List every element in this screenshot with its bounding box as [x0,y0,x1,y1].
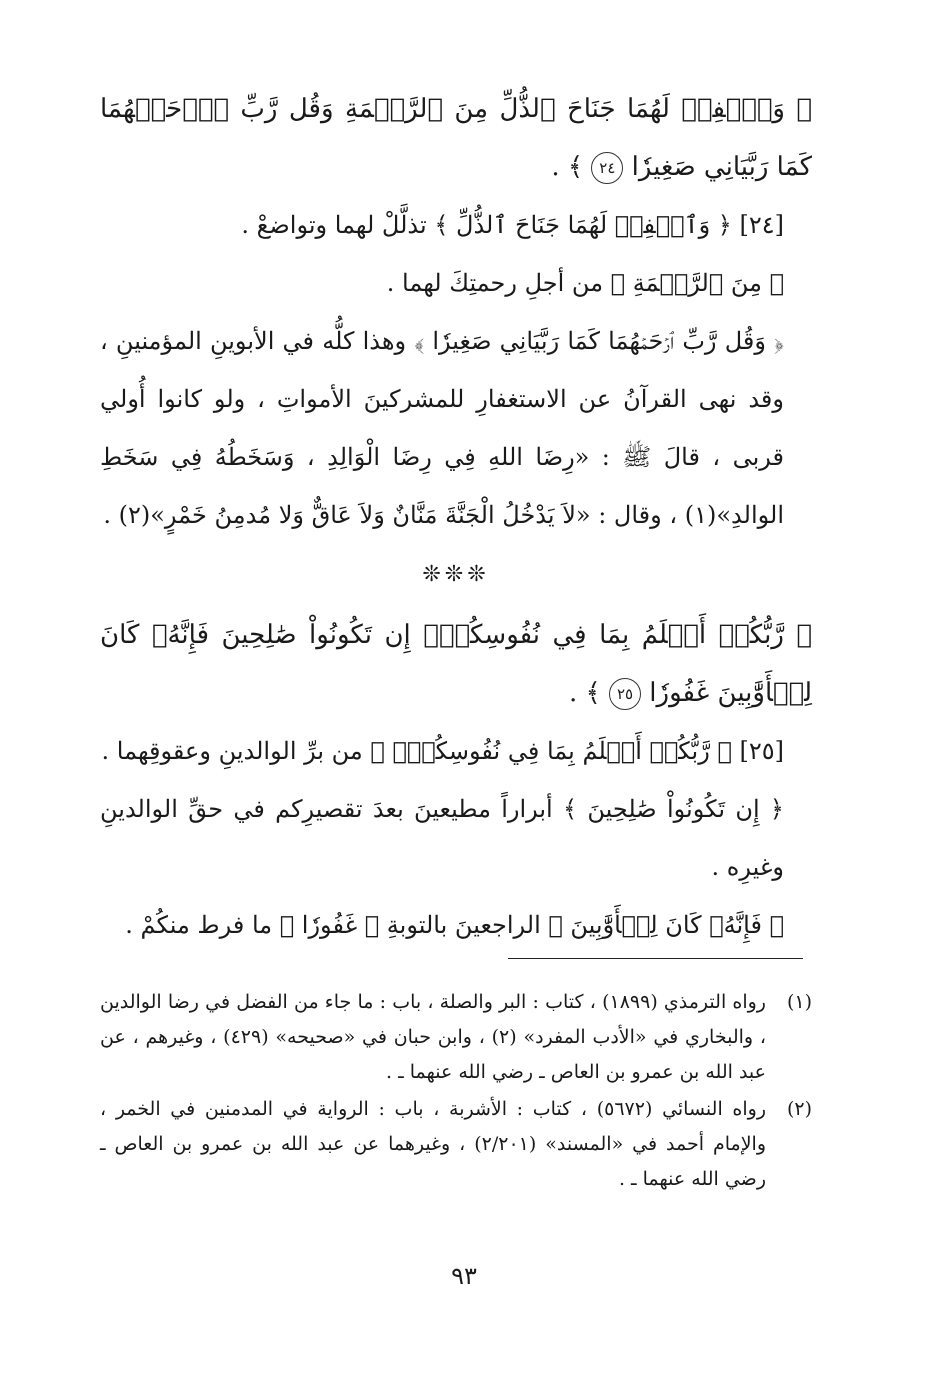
commentary-25-a: [٢٥] ﴿ رَّبُّكُمۡ أَعۡلَمُ بِمَا فِي نُفُوسِكُمۡۚ ﴾ من برِّ الوالدينِ وعقوقِهما . [101,737,784,765]
commentary-24-c: ﴿ وَقُل رَّبِّ ٱرۡحَمۡهُمَا كَمَا رَبَّيَانِي صَغِيرٗا ﴾ وهذا كلُّه في الأبوينِ المؤمنينِ ، وقد نهى القرآنُ عن الاستغفارِ للمشركينَ الأمواتِ ، ولو كانوا أُولي قربى ، قالَ ﷺ : «رِضَا اللهِ فِي رِضَا الْوَالِدِ ، وَسَخَطُهُ فِي سَخَطِ الوالدِ»(١) ، وقال : «لاَ يَدْخُلُ الْجَنَّةَ مَنَّانٌ وَلاَ عَاقٌّ وَلا مُدمِنُ خَمْرٍ»(٢) . [100,327,785,529]
verse-24-text: ﴿ وَٱخۡفِضۡ لَهُمَا جَنَاحَ ٱلذُّلِّ مِنَ ٱلرَّحۡمَةِ وَقُل رَّبِّ ٱرۡحَمۡهُمَا كَمَا رَبَّيَانِي صَغِيرٗا [100,94,812,182]
footnote-text: رواه النسائي (٥٦٧٢) ، كتاب : الأشربة ، باب : الرواية في المدمنين في الخمر ، والإمام أحمد في «المسند» (٢/٢٠١) ، وغيرهما عن عبد الله بن عمرو بن العاص ـ رضي الله عنهما ـ . [100,1098,767,1190]
footnote-marker: (١) [786,991,812,1013]
commentary-24-a: [٢٤] ﴿ وَٱخۡفِضۡ لَهُمَا جَنَاحَ ٱلذُّلِّ ﴾ تذلَّلْ لهما وتواضعْ . [241,211,784,239]
verse-25-end: ﴾ . [569,678,601,708]
verse-24-end: ﴾ . [551,152,584,182]
commentary-25-b: ﴿ إِن تَكُونُواْ صَٰلِحِينَ ﴾ أبراراً مطيعينَ بعدَ تقصيرِكم في حقِّ الوالدينِ وغيرِه . [100,795,784,881]
footnotes [100,985,812,1199]
commentary-25-c: ﴿ فَإِنَّهُۥ كَانَ لِلۡأَوَّٰبِينَ ﴾ الراجعينَ بالتوبةِ ﴿ غَفُورٗا ﴾ ما فرط منكُمْ . [125,911,784,939]
main-text [100,80,812,954]
footnote-2 [100,1092,812,1197]
footnote-separator [508,958,803,959]
footnote-text: رواه الترمذي (١٨٩٩) ، كتاب : البر والصلة ، باب : ما جاء من الفضل في رضا الوالدين ، والبخاري في «الأدب المفرد» (٢) ، وابن حبان في «صحيحه» (٤٢٩) ، وغيرهم ، عن عبد الله بن عمرو بن العاص ـ رضي الله عنهما ـ . [100,991,767,1083]
page-number: ٩٣ [451,1262,477,1290]
verse-24-paragraph [100,80,812,196]
commentary-24-b: ﴿ مِنَ ٱلرَّحۡمَةِ ﴾ من أجلِ رحمتِكَ لهما . [386,269,784,297]
verse-24-number: ٢٤ [591,152,623,184]
verse-25-text: ﴿ رَّبُّكُمۡ أَعۡلَمُ بِمَا فِي نُفُوسِكُمۡۚ إِن تَكُونُواْ صَٰلِحِينَ فَإِنَّهُۥ كَانَ لِلۡأَوَّٰبِينَ غَفُورٗا [100,620,812,708]
verse-25-number: ٢٥ [609,678,641,710]
footnote-marker: (٢) [786,1098,812,1120]
verse-25-paragraph [100,606,812,722]
section-divider-stars: ❊❊❊ [422,562,490,587]
footnote-1 [100,985,812,1090]
